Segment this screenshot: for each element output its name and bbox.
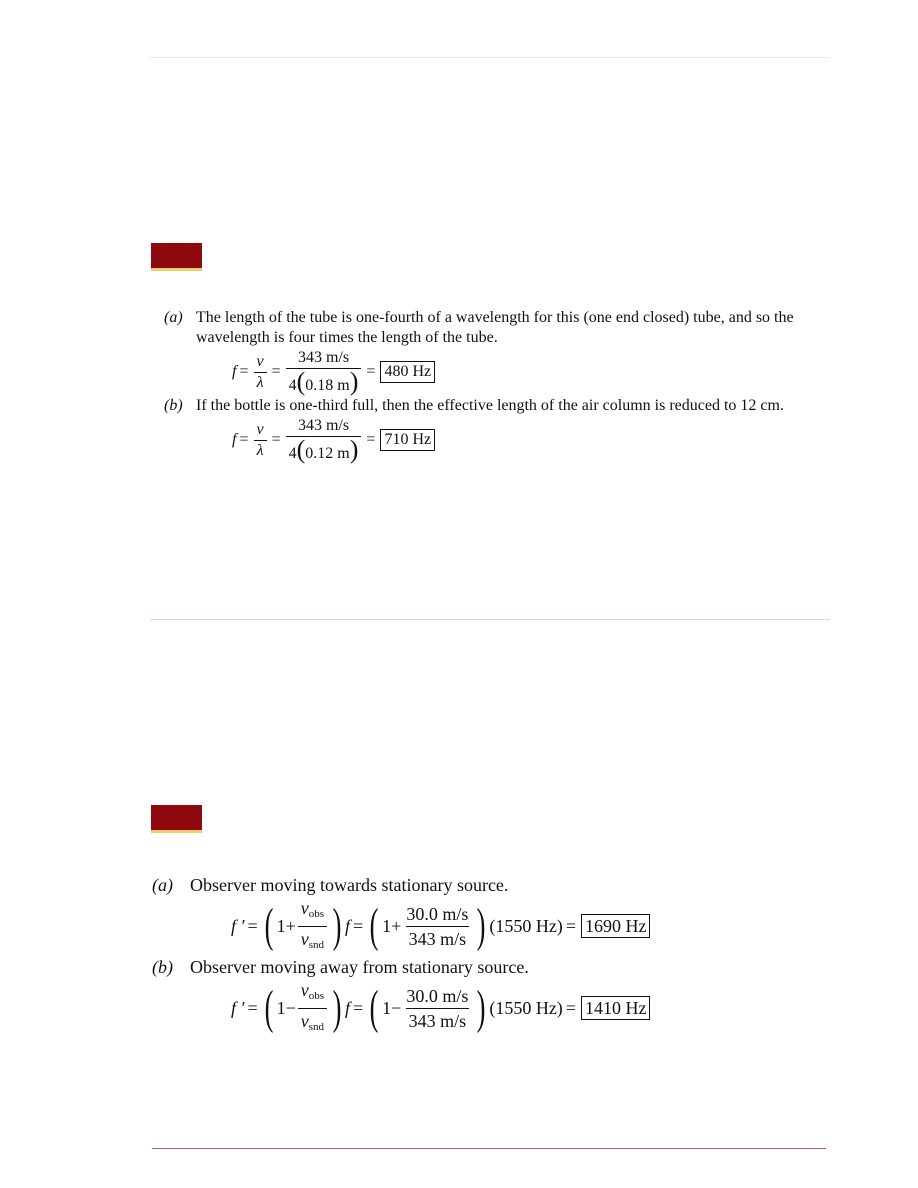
fraction-vobs-over-vsnd: $\frac{v_{obs}}{v_{snd}}$: [298, 896, 327, 957]
equation-b: f = $\frac{v}{\lambda}$ = $\frac{343 m/s}{4(0.12 m)}$ = 710 Hz: [232, 416, 824, 464]
part-b-text: Observer moving away from stationary source.: [190, 957, 529, 977]
eq-lhs: f: [232, 431, 237, 448]
part-b: [164, 396, 824, 416]
part-a-label: (a): [164, 309, 183, 326]
answer-box: 1410 Hz: [581, 996, 651, 1020]
fraction-speeds: $\frac{30.0 m/s}{343 m/s}$: [406, 985, 469, 1031]
doppler-equation-b: f ′ = ( 1 − $\frac{v_{obs}}{v_{snd}}$ ) f = ( 1 − $\frac{30.0 m/s}{343 m/s}$ ) (1550 Hz) = 1410 Hz: [231, 978, 832, 1038]
problem-1-marker: [151, 243, 202, 271]
problem-1-solution: [164, 308, 824, 464]
doppler-equation-a: f ′ = ( 1 + $\frac{v_{obs}}{v_{snd}}$ ) f = ( 1 + $\frac{30.0 m/s}{343 m/s}$ ) (1550 Hz) = 1690 Hz: [231, 896, 832, 956]
answer-box: 710 Hz: [380, 429, 435, 451]
fraction-v-over-lambda: $\frac{v}{\lambda}$: [253, 352, 266, 393]
part-a: [164, 308, 824, 348]
answer-box: 1690 Hz: [581, 914, 651, 938]
fraction-vobs-over-vsnd: $\frac{v_{obs}}{v_{snd}}$: [298, 978, 327, 1039]
part-b-text: If the bottle is one-third full, then the effective length of the air column is reduced to 12 cm.: [196, 397, 784, 414]
problem-2-marker: [151, 805, 202, 833]
fraction-values: $\frac{343 m/s}{4(0.12 m)}$: [286, 416, 362, 464]
equation-a: f = $\frac{v}{\lambda}$ = $\frac{343 m/s}{4(0.18 m)}$ = 480 Hz: [232, 348, 824, 396]
part-b-label: (b): [164, 397, 183, 414]
eq-lhs: f ′: [231, 998, 245, 1018]
eq-lhs: f: [232, 363, 237, 380]
section-divider: [150, 619, 830, 620]
problem-2-solution: [152, 874, 832, 1038]
bottom-divider: [152, 1148, 826, 1149]
part-a: [152, 874, 832, 896]
fraction-values: $\frac{343 m/s}{4(0.18 m)}$: [286, 348, 362, 396]
part-b: [152, 956, 832, 978]
part-a-text: The length of the tube is one-fourth of a wavelength for this (one end closed) tube, and so the wavelength is four times the length of the tube.: [196, 309, 794, 346]
part-a-text: Observer moving towards stationary source.: [190, 875, 509, 895]
fraction-speeds: $\frac{30.0 m/s}{343 m/s}$: [406, 903, 469, 949]
answer-box: 480 Hz: [380, 361, 435, 383]
part-b-label: (b): [152, 957, 173, 977]
part-a-label: (a): [152, 875, 173, 895]
top-divider: [150, 57, 830, 58]
eq-lhs: f ′: [231, 916, 245, 936]
fraction-v-over-lambda: $\frac{v}{\lambda}$: [253, 420, 266, 461]
